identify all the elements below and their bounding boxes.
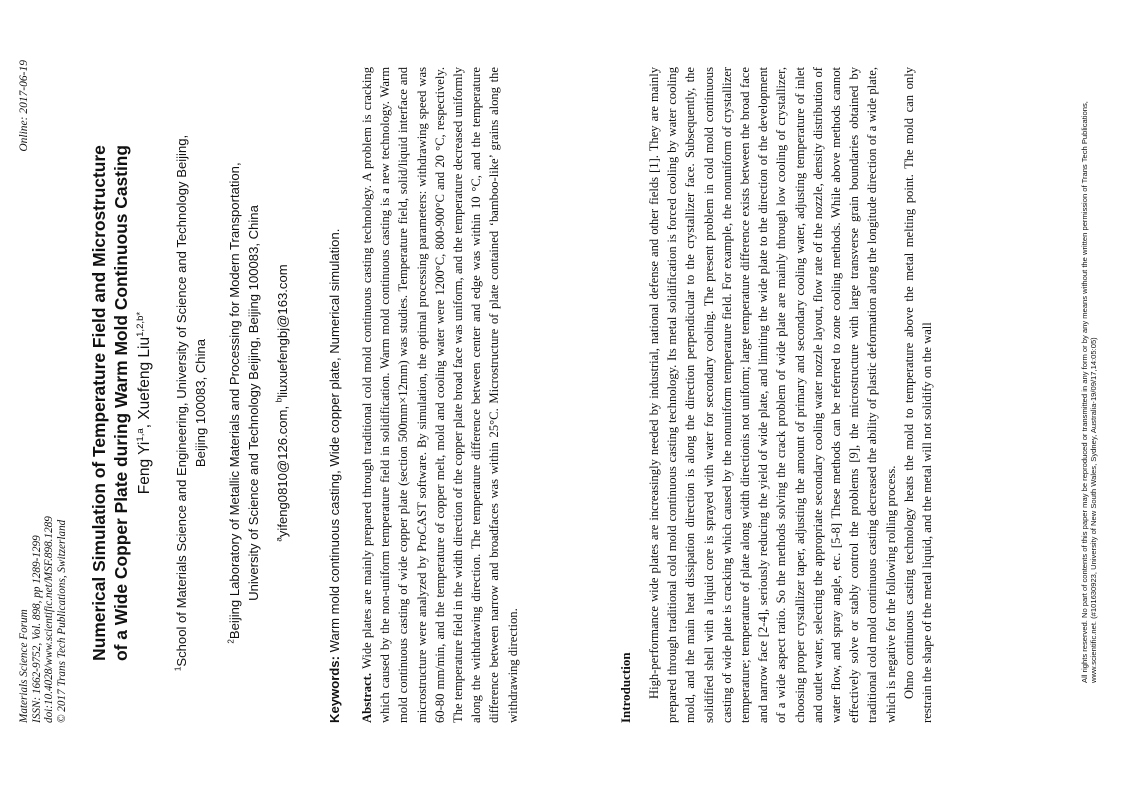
- paragraph: Ohno continuous casting technology heats the mold to temperature above the metal melting point. The mold can only restrain the shape of the metal liquid, and the metal will not solidify on the wall: [901, 67, 935, 723]
- author-list: [135, 103, 155, 703]
- affiliation-2: [225, 103, 263, 703]
- email-line: [273, 103, 292, 703]
- copyright-line: © 2017 Trans Tech Publications, Switzerland: [55, 519, 68, 723]
- author-separator: ,: [136, 419, 153, 429]
- copyright-footer: All rights reserved. No part of contents of this paper may be reproduced or transmitted in any form or by any means without the written permission of Trans Tech Publications, www.scientific.net. (#101630923, University of New South Wales, Sydney, Australia-19/09/17,14:05:05): [1080, 101, 1098, 683]
- author-superscript: 1,a: [134, 428, 146, 442]
- title-line-2: of a Wide Copper Plate during Warm Mold Continuous Casting: [111, 144, 131, 662]
- journal-metadata: [18, 423, 68, 723]
- title-line-1: Numerical Simulation of Temperature Field and Microstructure: [89, 145, 109, 661]
- abstract-text: Wide plates are mainly prepared through traditional cold mold continuous casting technology. A problem is cracking which caused by the non-uniform temperature field in solidification. Warm mold continuous casting is a new technology. Warm mold continuous casting of wide copper plate (section 500mm×12mm) was studies. Temperature field, solid/liquid interface and microstructure were analyzed by ProCAST software. By simulation, the optimal processing parameters: withdrawing speed was 60-80 mm/min, and the temperature of copper melt, mold and cooling water were 1200°C, 800-900°C and 20 °C, respectively. The temperature field in the width direction of the copper plate broad face was uniform, and the temperature decreased uniformly along the withdrawing direction. The temperature difference between center and edge was within 10 °C, and the temperature difference between narrow and broadfaces was within 25°C. Microstructure of plate contained ‘bamboo-like’ grains along the withdrawing direction.: [360, 67, 520, 723]
- affiliation-superscript: 1: [173, 666, 183, 672]
- author-name: Xuefeng Liu: [136, 336, 153, 420]
- affiliation-line: Beijing 100083, China: [193, 338, 208, 468]
- keywords: [326, 73, 344, 723]
- section-heading: Introduction: [618, 652, 633, 723]
- keywords-label: Keywords:: [327, 656, 342, 723]
- abstract-label: Abstract.: [360, 672, 374, 723]
- keywords-text: Warm mold continuous casting, Wide copper plate, Numerical simulation.: [327, 228, 342, 657]
- online-date: Online: 2017-06-19: [18, 60, 30, 152]
- affiliation-text: Beijing Laboratory of Metallic Materials and Processing for Modern Transportation,: [227, 162, 242, 640]
- email-superscript: b: [274, 397, 284, 403]
- affiliation-line: [172, 103, 191, 703]
- introduction-body: [645, 67, 936, 723]
- paragraph: High-performance wide plates are increasingly needed by industrial, national defense and other fields [1]. They are mainly prepared through traditional cold mold continuous casting technology. Its metal solidification is forced cooling by water cooling mold, and the main heat dissipation direction is along the direction perpendicular to the crystallizer face. Subsequently, the solidified shell with a liquid core is sprayed with water for secondary cooling. The present problem in cold mold continuous casting of wide plate is cracking which caused by the nonuniform temperature field. For example, the nonuniform of crystallizer temperature; temperature of plate along width directionis not uniform; large temperature difference exists between the broad face and narrow face [2-4], seriously reducing the yield of wide plate, and limiting the wide plate to the direction of the development of a wide aspect ratio. So the methods solving the crack problem of wide plate are mainly through low cooling of crystallizer, choosing proper crystallizer taper, adjusting the amount of primary and secondary cooling water, adjusting temperature of inlet and outlet water, selecting the appropriate secondary cooling water nozzle layout, flow rate of the nozzle, density distribution of water flow, and spray angle, etc. [5-8] These methods can be referred to zone cooling methods. While above methods cannot effectively solve or stably control the problems [9], the microstructure with large transverse grain boundaries obtained by traditional cold mold continuous casting decreased the ability of plastic deformation along the longitude direction of a wide plate, which is negative for the following rolling process.: [647, 67, 898, 723]
- affiliation-line: University of Science and Technology Beijing, Beijing 100083, China: [246, 205, 261, 601]
- affiliation-superscript: 2: [226, 639, 236, 644]
- affiliation-1: [172, 103, 210, 703]
- issn-line: ISSN: 1662-9752, Vol. 898, pp 1289-1299: [30, 535, 43, 723]
- journal-name: Materials Science Forum: [18, 609, 30, 723]
- author-name: Feng Yi: [136, 441, 153, 495]
- affiliation-line: [225, 103, 244, 703]
- author-superscript: 1,2,b*: [134, 311, 146, 337]
- email-link[interactable]: yifeng0810@126.com,: [275, 402, 290, 538]
- paper-title: [88, 103, 132, 703]
- affiliation-text: School of Materials Science and Engineering, University of Science and Technology Beijing,: [174, 134, 189, 667]
- doi-link[interactable]: doi:10.4028/www.scientific.net/MSF.898.1289: [43, 516, 56, 723]
- abstract: [358, 67, 522, 723]
- email-link[interactable]: liuxuefengbj@163.com: [275, 264, 290, 398]
- email-superscript: a: [274, 537, 284, 542]
